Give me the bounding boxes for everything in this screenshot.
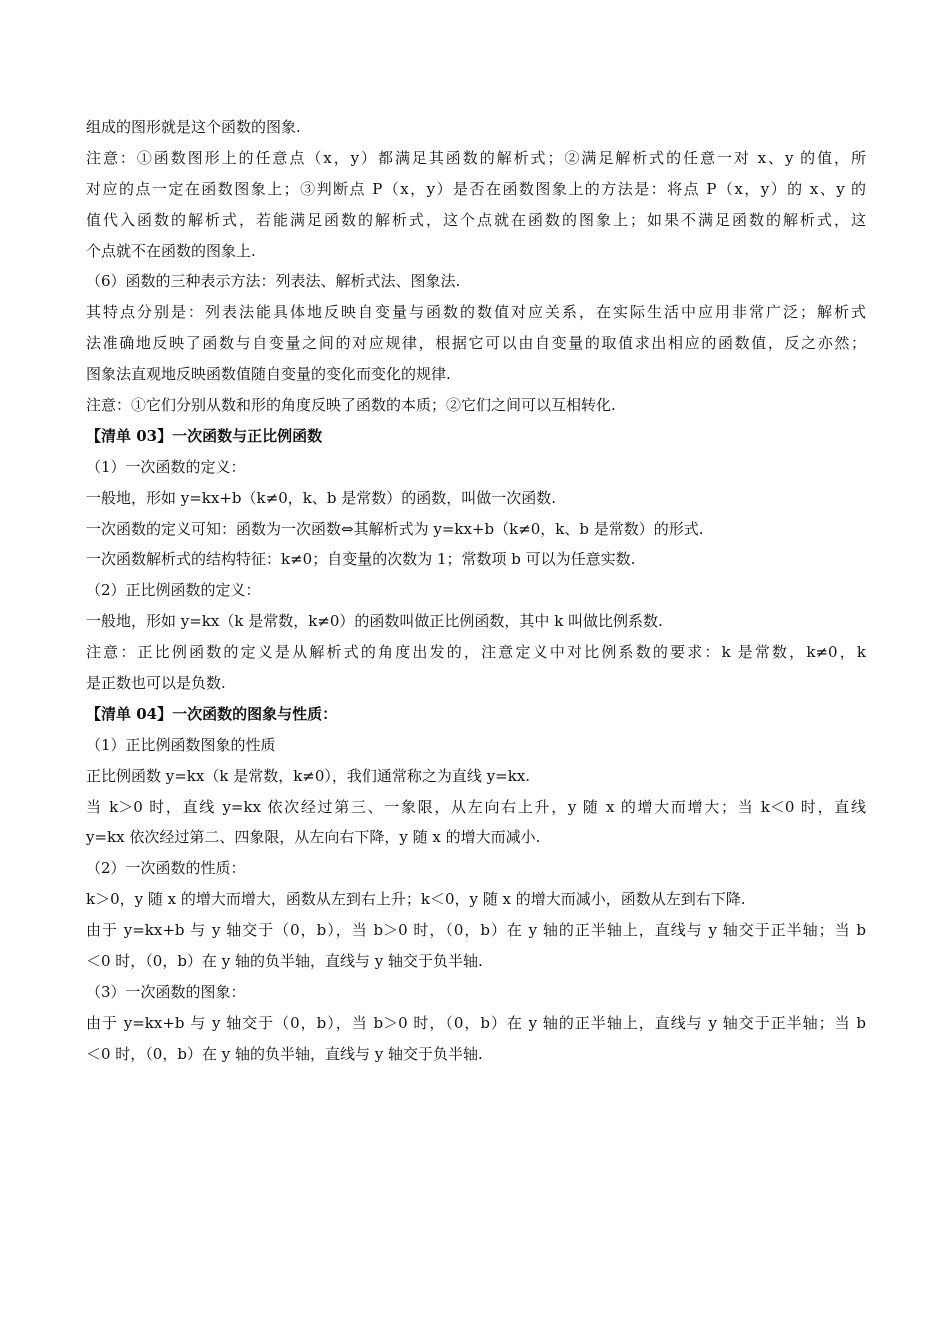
text-line: 图象法直观地反映函数值随自变量的变化而变化的规律. <box>86 365 451 384</box>
text-line: 注意：正比例函数的定义是从解析式的角度出发的，注意定义中对比例系数的要求：k 是常数，k≠0，k <box>86 643 866 662</box>
text-line: （3）一次函数的图象： <box>86 982 246 1001</box>
text-line: （2）一次函数的性质： <box>86 859 246 878</box>
section-heading: 【清单 03】一次函数与正比例函数 <box>86 426 323 445</box>
text-line: 组成的图形就是这个函数的图象. <box>86 118 301 136</box>
text-line: 对应的点一定在函数图象上；③判断点 P（x，y）是否在函数图象上的方法是：将点 P（x，y）的 x、y 的 <box>86 179 866 198</box>
text-line: 正比例函数 y=kx（k 是常数，k≠0），我们通常称之为直线 y=kx. <box>86 766 531 785</box>
text-line: （1）正比例函数图象的性质 <box>86 735 276 754</box>
text-line: 一般地，形如 y=kx+b（k≠0，k、b 是常数）的函数，叫做一次函数. <box>86 488 556 507</box>
text-line: y=kx 依次经过第二、四象限，从左向右下降，y 随 x 的增大而减小. <box>86 828 541 847</box>
text-line: 由于 y=kx+b 与 y 轴交于（0，b），当 b＞0 时，（0，b）在 y 轴的正半轴上，直线与 y 轴交于正半轴；当 b <box>86 921 866 940</box>
text-line: 值代入函数的解析式，若能满足函数的解析式，这个点就在函数的图象上；如果不满足函数的解析式，这 <box>86 210 866 229</box>
text-line: 由于 y=kx+b 与 y 轴交于（0，b），当 b＞0 时，（0，b）在 y 轴的正半轴上，直线与 y 轴交于正半轴；当 b <box>86 1013 866 1032</box>
text-line: （2）正比例函数的定义： <box>86 581 261 600</box>
text-line: 注意：①它们分别从数和形的角度反映了函数的本质；②它们之间可以互相转化. <box>86 396 616 415</box>
document-page <box>86 112 866 1070</box>
text-line: 注意：①函数图形上的任意点（x，y）都满足其函数的解析式；②满足解析式的任意一对 x、y 的值，所 <box>86 148 866 167</box>
text-line: 其特点分别是：列表法能具体地反映自变量与函数的数值对应关系，在实际生活中应用非常广泛；解析式 <box>86 303 866 322</box>
text-line: 是正数也可以是负数. <box>86 674 226 693</box>
text-line: （1）一次函数的定义： <box>86 457 246 476</box>
text-line: 一次函数解析式的结构特征：k≠0；自变量的次数为 1；常数项 b 可以为任意实数. <box>86 550 636 569</box>
text-line: ＜0 时，（0，b）在 y 轴的负半轴，直线与 y 轴交于负半轴. <box>86 1044 483 1063</box>
text-line: 个点就不在函数的图象上. <box>86 241 256 260</box>
text-line: （6）函数的三种表示方法：列表法、解析式法、图象法. <box>86 272 461 291</box>
text-line: 一般地，形如 y=kx（k 是常数，k≠0）的函数叫做正比例函数，其中 k 叫做比例系数. <box>86 612 663 631</box>
text-line: 法准确地反映了函数与自变量之间的对应规律，根据它可以由自变量的取值求出相应的函数值，反之亦然； <box>86 334 866 353</box>
section-heading: 【清单 04】一次函数的图象与性质： <box>86 704 338 723</box>
text-line: 一次函数的定义可知：函数为一次函数⇔其解析式为 y=kx+b（k≠0，k、b 是常数）的形式. <box>86 519 704 538</box>
text-line: ＜0 时，（0，b）在 y 轴的负半轴，直线与 y 轴交于负半轴. <box>86 952 483 971</box>
text-line: k＞0，y 随 x 的增大而增大，函数从左到右上升；k＜0，y 随 x 的增大而减小，函数从左到右下降. <box>86 890 746 909</box>
text-line: 当 k＞0 时，直线 y=kx 依次经过第三、一象限，从左向右上升，y 随 x 的增大而增大；当 k＜0 时，直线 <box>86 797 866 816</box>
